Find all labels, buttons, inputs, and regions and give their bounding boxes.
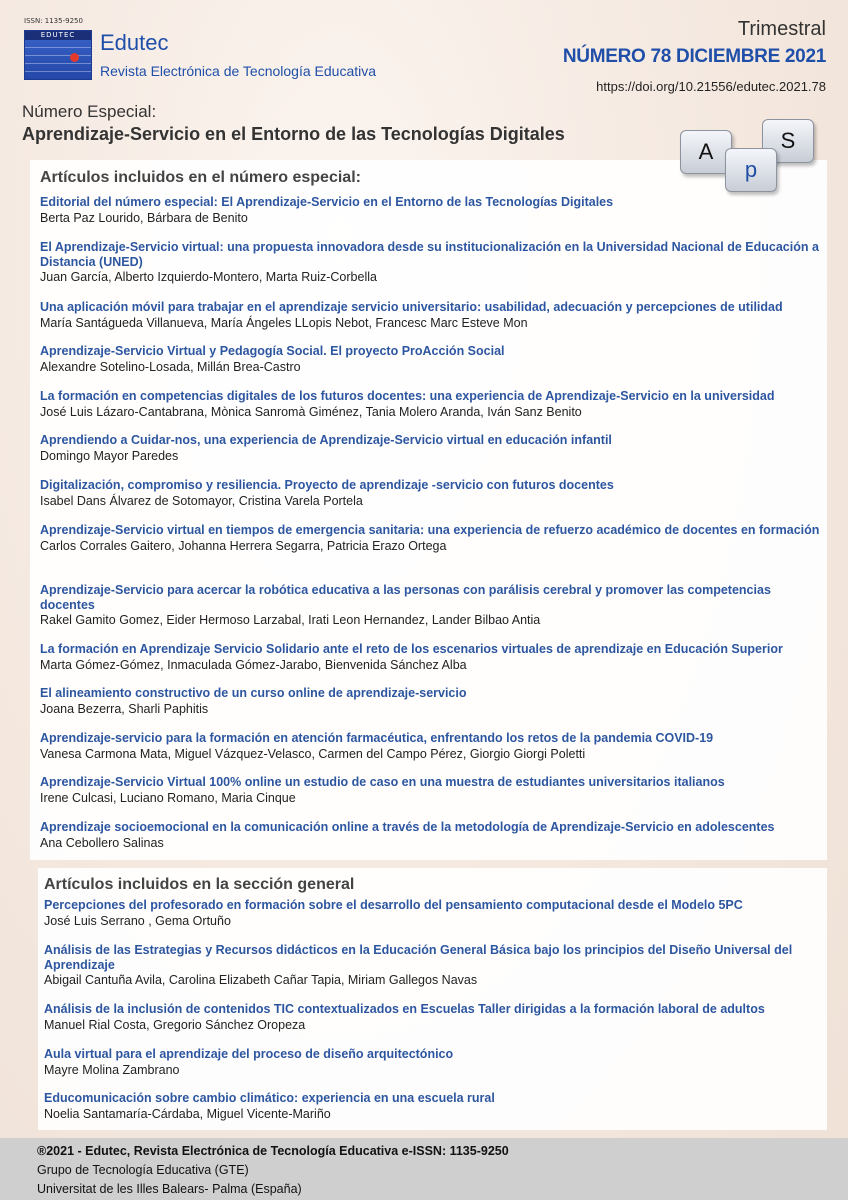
article-item [40, 583, 820, 628]
article-item [44, 898, 820, 929]
article-title[interactable]: Aprendizaje-servicio para la formación en atención farmacéutica, enfrentando los retos de la pandemia COVID-19 [40, 731, 714, 745]
article-item [40, 433, 820, 464]
article-authors: Ana Cebollero Salinas [40, 835, 164, 850]
logo-dot [70, 53, 79, 62]
article-item [40, 523, 820, 554]
article-item [44, 1091, 820, 1122]
article-item [40, 240, 820, 285]
article-authors: Vanesa Carmona Mata, Miguel Vázquez-Velasco, Carmen del Campo Pérez, Giorgio Giorgi Poletti [40, 746, 586, 761]
article-title[interactable]: Digitalización, compromiso y resiliencia. Proyecto de aprendizaje -servicio con futuros docentes [40, 478, 614, 492]
special-issue-title: Aprendizaje-Servicio en el Entorno de las Tecnologías Digitales [22, 124, 565, 144]
article-title[interactable]: Una aplicación móvil para trabajar en el aprendizaje servicio universitario: usabilidad, adecuación y percepciones de utilidad [40, 300, 783, 314]
article-title[interactable]: Aprendizaje-Servicio virtual en tiempos de emergencia sanitaria: una experiencia de refuerzo académico de docentes en formación [40, 523, 820, 537]
article-title[interactable]: Aprendizaje-Servicio para acercar la robótica educativa a las personas con parálisis cerebral y promover las competencias docentes [40, 583, 771, 612]
article-authors: José Luis Lázaro-Cantabrana, Mònica Sanromà Giménez, Tania Molero Aranda, Iván Sanz Benito [40, 404, 582, 419]
issue-number: NÚMERO 78 DICIEMBRE 2021 [562, 46, 826, 67]
article-item [40, 300, 820, 331]
article-item [44, 1002, 820, 1033]
article-item [40, 389, 820, 420]
article-title[interactable]: Aprendizaje-Servicio Virtual 100% online un estudio de caso en una muestra de estudiantes universitarios italianos [40, 775, 725, 789]
article-title[interactable]: La formación en Aprendizaje Servicio Solidario ante el reto de los escenarios virtuales de aprendizaje en Educación Superior [40, 642, 783, 656]
article-item [40, 731, 820, 762]
article-title[interactable]: El alineamiento constructivo de un curso online de aprendizaje-servicio [40, 686, 467, 700]
article-authors: Rakel Gamito Gomez, Eider Hermoso Larzabal, Irati Leon Hernandez, Lander Bilbao Antia [40, 613, 541, 627]
article-item [40, 686, 820, 717]
article-item [44, 1047, 820, 1078]
article-item [40, 775, 820, 806]
article-authors: Alexandre Sotelino-Losada, Millán Brea-Castro [40, 359, 301, 374]
footer-copyright: ®2021 - Edutec, Revista Electrónica de Tecnología Educativa e-ISSN: 1135-9250 [37, 1144, 509, 1158]
article-title[interactable]: Aula virtual para el aprendizaje del proceso de diseño arquitectónico [44, 1047, 454, 1061]
footer-university: Universitat de les Illes Balears- Palma (España) [37, 1182, 302, 1196]
general-section-heading: Artículos incluidos en la sección general [44, 876, 355, 893]
article-item [40, 195, 820, 226]
key-a-icon: A [680, 130, 732, 174]
article-authors: Noelia Santamaría-Cárdaba, Miguel Vicente-Mariño [44, 1106, 331, 1121]
article-item [40, 478, 820, 509]
article-item [40, 642, 820, 673]
article-item [44, 943, 820, 988]
article-authors: Isabel Dans Álvarez de Sotomayor, Cristina Varela Portela [40, 493, 363, 508]
article-title[interactable]: Aprendizaje socioemocional en la comunicación online a través de la metodología de Aprendizaje-Servicio en adolescentes [40, 820, 775, 834]
article-title[interactable]: Percepciones del profesorado en formación sobre el desarrollo del pensamiento computacional desde el Modelo 5PC [44, 898, 743, 912]
article-authors: Manuel Rial Costa, Gregorio Sánchez Oropeza [44, 1017, 306, 1032]
article-authors: José Luis Serrano , Gema Ortuño [44, 913, 231, 928]
article-authors: María Santágueda Villanueva, María Ángeles LLopis Nebot, Francesc Marc Esteve Mon [40, 315, 528, 330]
article-title[interactable]: Análisis de las Estrategias y Recursos didácticos en la Educación General Básica bajo los principios del Diseño Universal del Aprendizaje [44, 943, 793, 972]
brand-subtitle: Revista Electrónica de Tecnología Educativa [100, 63, 377, 79]
article-item [40, 820, 820, 851]
article-authors: Mayre Molina Zambrano [44, 1062, 180, 1077]
article-title[interactable]: Aprendiendo a Cuidar-nos, una experiencia de Aprendizaje-Servicio virtual en educación infantil [40, 433, 612, 447]
article-authors: Domingo Mayor Paredes [40, 448, 179, 463]
logo-text: EDUTEC [25, 31, 91, 40]
article-authors: Irene Culcasi, Luciano Romano, Maria Cinque [40, 790, 296, 805]
article-title[interactable]: El Aprendizaje-Servicio virtual: una propuesta innovadora desde su institucionalización en la Universidad Nacional de Educación a Distancia (UNED) [40, 240, 819, 269]
article-title[interactable]: Educomunicación sobre cambio climático: experiencia en una escuela rural [44, 1091, 495, 1105]
footer-group: Grupo de Tecnología Educativa (GTE) [37, 1163, 249, 1177]
brand-name: Edutec [100, 30, 169, 55]
special-section-heading: Artículos incluidos en el número especial: [40, 169, 361, 186]
doi-link[interactable]: https://doi.org/10.21556/edutec.2021.78 [596, 79, 826, 94]
article-title[interactable]: Análisis de la inclusión de contenidos TIC contextualizados en Escuelas Taller dirigidas a la formación laboral de adultos [44, 1002, 765, 1016]
edutec-logo [24, 30, 92, 80]
article-authors: Berta Paz Lourido, Bárbara de Benito [40, 210, 248, 225]
key-s-icon: S [762, 119, 814, 163]
article-authors: Abigail Cantuña Avila, Carolina Elizabeth Cañar Tapia, Miriam Gallegos Navas [44, 973, 478, 987]
article-title[interactable]: Editorial del número especial: El Aprendizaje-Servicio en el Entorno de las Tecnologías Digitales [40, 195, 614, 209]
article-title[interactable]: La formación en competencias digitales de los futuros docentes: una experiencia de Aprendizaje-Servicio en la universidad [40, 389, 775, 403]
issn-label: ISSN: 1135-9250 [24, 17, 83, 25]
article-authors: Juan García, Alberto Izquierdo-Montero, Marta Ruiz-Corbella [40, 270, 377, 284]
article-title[interactable]: Aprendizaje-Servicio Virtual y Pedagogía Social. El proyecto ProAcción Social [40, 344, 505, 358]
article-authors: Carlos Corrales Gaitero, Johanna Herrera Segarra, Patricia Erazo Ortega [40, 538, 447, 553]
article-authors: Marta Gómez-Gómez, Inmaculada Gómez-Jarabo, Bienvenida Sánchez Alba [40, 657, 467, 672]
special-issue-kicker: Número Especial: [22, 102, 157, 121]
article-authors: Joana Bezerra, Sharli Paphitis [40, 701, 209, 716]
periodicity: Trimestral [737, 18, 826, 40]
key-p-icon: p [725, 148, 777, 192]
article-item [40, 344, 820, 375]
